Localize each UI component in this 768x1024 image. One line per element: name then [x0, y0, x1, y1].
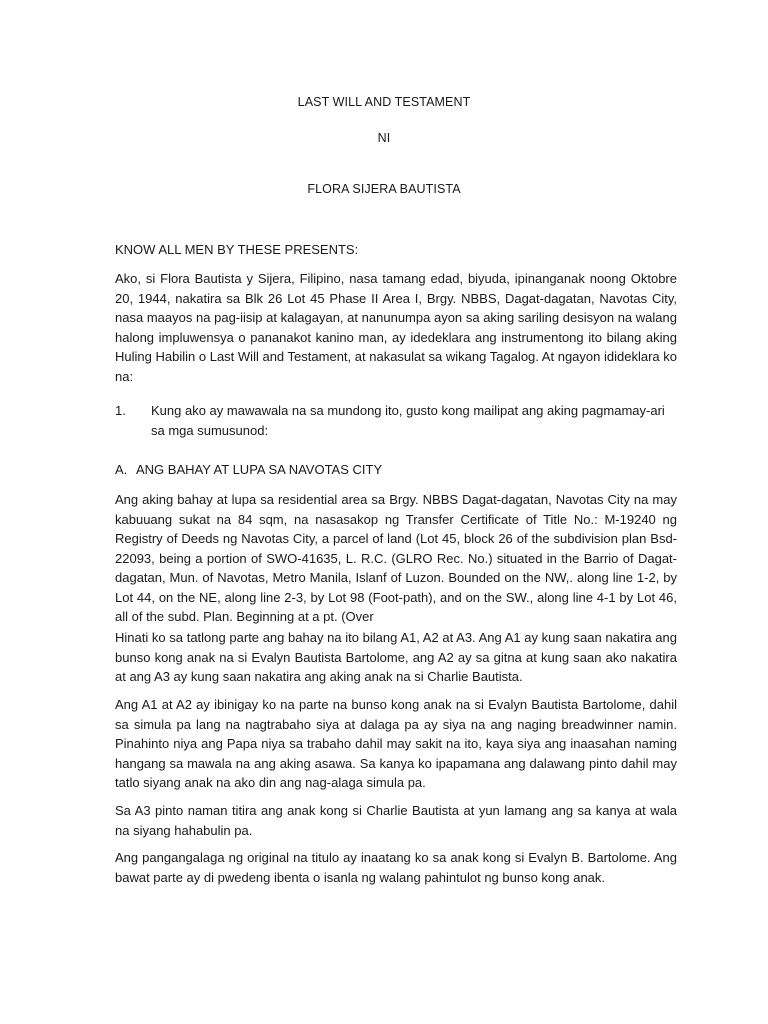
paragraph-a1-a2: Ang A1 at A2 ay ibinigay ko na parte na bunso kong anak na si Evalyn Bautista Bartolome, dahil sa simula pa lang na nagtrabaho siya at dalaga pa ay siya na ang naging breadwinner namin. Pinahinto niya ang Papa niya sa trabaho dahil may sakit na ito, kaya siya ang inaasahan naming hangang sa mawala na ang aking asawa. Sa kanya ko ipapamana ang dalawang pinto dahil may tatlo siyang anak na ako din ang nag-alaga simula pa.: [115, 697, 677, 790]
opening-line: KNOW ALL MEN BY THESE PRESENTS:: [115, 242, 359, 257]
document-title: LAST WILL AND TESTAMENT: [297, 95, 471, 109]
paragraph-division: Hinati ko sa tatlong parte ang bahay na ito bilang A1, A2 at A3. Ang A1 ay kung saan nakatira ang bunso kong anak na si Evalyn Bautista Bartolome, ang A2 ay sa gitna at kung saan ako nakatira at ang A3 ay kung saan nakatira ang aking anak na si Charlie Bautista.: [115, 630, 677, 684]
paragraph-a3: Sa A3 pinto naman titira ang anak kong si Charlie Bautista at yun lamang ang sa kanya at wala na siyang hahabulin pa.: [115, 803, 677, 838]
item-1-text: Kung ako ay mawawala na sa mundong ito, gusto kong mailipat ang aking pagmamay-ari sa mga sumusunod:: [151, 403, 665, 438]
paragraph-house-and-lot: Ang aking bahay at lupa sa residential area sa Brgy. NBBS Dagat-dagatan, Navotas City na may kabuuang sukat na 84 sqm, na nasasakop ng Transfer Certificate of Title No.: M-19240 ng Registry of Deeds ng Navotas City, a parcel of land (Lot 45, block 26 of the subdivision plan Bsd-22093, being a portion of SWO-41635, L. R.C. (GLRO Rec. No.) situated in the Barrio of Dagat-dagatan, Mun. of Navotas, Metro Manila, Islanf of Luzon. Bounded on the NW,. along line 1-2, by Lot 44, on the NE, along line 2-3, by Lot 98 (Foot-path), and on the SW., along line 4-1 by Lot 46, all of the subd. Plan. Beginning at a pt. (Over: [115, 492, 677, 624]
section-a-label: A.: [115, 462, 128, 477]
paragraph-title-custody: Ang pangangalaga ng original na titulo ay inaatang ko sa anak kong si Evalyn B. Bartolome. Ang bawat parte ay di pwedeng ibenta o isanla ng walang pahintulot ng bunso kong anak.: [115, 850, 677, 885]
section-a-title: ANG BAHAY AT LUPA SA NAVOTAS CITY: [136, 462, 383, 477]
item-1-number: 1.: [115, 403, 126, 418]
testator-name: FLORA SIJERA BAUTISTA: [307, 182, 461, 196]
document-title-ni: NI: [377, 131, 391, 145]
intro-paragraph: Ako, si Flora Bautista y Sijera, Filipino, nasa tamang edad, biyuda, ipinanganak noong Oktobre 20, 1944, nakatira sa Blk 26 Lot 45 Phase II Area I, Brgy. NBBS, Dagat-dagatan, Navotas City, nasa maayos na pag-iisip at kalagayan, at nanunumpa ayon sa aking sariling desisyon na walang halong impluwensya o pananakot kanino man, ay idedeklara ang instrumentong ito bilang aking Huling Habilin o Last Will and Testament, at nakasulat sa wikang Tagalog. At ngayon idideklara ko na:: [115, 271, 677, 384]
